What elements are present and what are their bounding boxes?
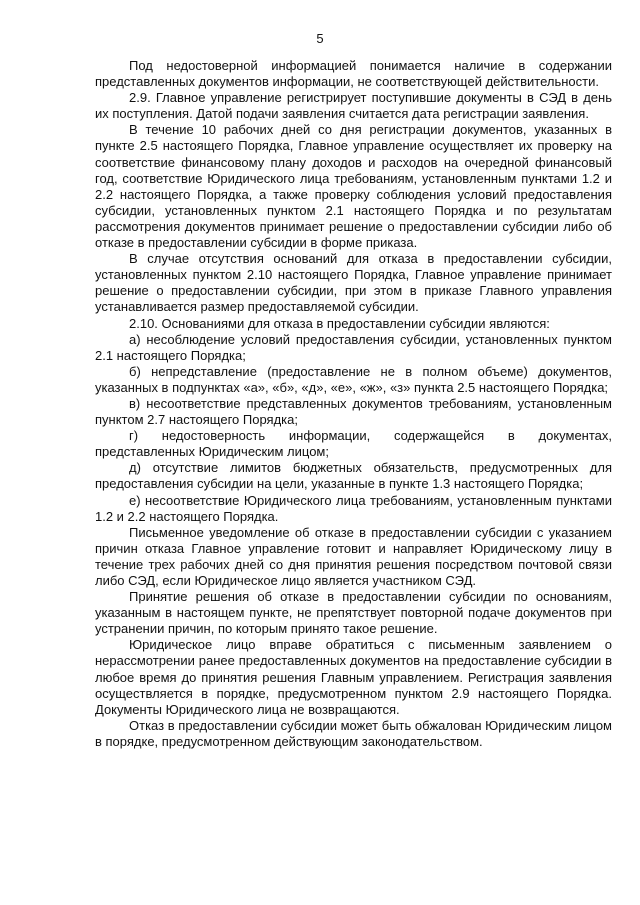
- paragraph-item-a: а) несоблюдение условий предоставления субсидии, установленных пунктом 2.1 настоящего Порядка;: [95, 331, 612, 363]
- document-body: [95, 58, 612, 750]
- paragraph-grant-decision: В случае отсутствия оснований для отказа в предоставлении субсидии, установленных пунктом 2.10 настоящего Порядка, Главное управление принимает решение о предоставлении субсидии, при этом в приказе Главного управления устанавливается размер предоставляемой субсидии.: [95, 251, 612, 315]
- paragraph-item-b: б) непредставление (предоставление не в полном объеме) документов, указанных в подпунктах «а», «б», «д», «е», «ж», «з» пункта 2.5 настоящего Порядка;: [95, 363, 612, 395]
- paragraph-appeal: Отказ в предоставлении субсидии может быть обжалован Юридическим лицом в порядке, предусмотренном действующим законодательством.: [95, 717, 612, 749]
- paragraph-item-g: г) недостоверность информации, содержащейся в документах, представленных Юридическим лицом;: [95, 428, 612, 460]
- paragraph-refusal-notice: Письменное уведомление об отказе в предоставлении субсидии с указанием причин отказа Главное управление готовит и направляет Юридическому лицу в течение трех рабочих дней со дня принятия решения посредством почтовой связи либо СЭД, если Юридическое лицо является участником СЭД.: [95, 524, 612, 588]
- paragraph-item-v: в) несоответствие представленных документов требованиям, установленным пунктом 2.7 настоящего Порядка;: [95, 395, 612, 428]
- paragraph-withdrawal-request: Юридическое лицо вправе обратиться с письменным заявлением о нерассмотрении ранее предоставленных документов на предоставление субсидии в любое время до принятия решения Главным управлением. Регистрация заявления осуществляется в порядке, предусмотренном пунктом 2.9 настоящего Порядка. Документы Юридического лица не возвращаются.: [95, 637, 612, 717]
- paragraph-2-10-refusal-grounds: 2.10. Основаниями для отказа в предоставлении субсидии являются:: [129, 315, 550, 331]
- paragraph-item-d: д) отсутствие лимитов бюджетных обязательств, предусмотренных для предоставления субсидии на цели, указанные в пункте 1.3 настоящего Порядка;: [95, 460, 612, 492]
- page-number: 5: [316, 31, 324, 46]
- paragraph-item-e: е) несоответствие Юридического лица требованиям, установленным пунктами 1.2 и 2.2 настоящего Порядка.: [95, 492, 612, 524]
- paragraph-2-9-registration: 2.9. Главное управление регистрирует поступившие документы в СЭД в день их поступления. Датой подачи заявления считается дата регистрации заявления.: [95, 90, 612, 122]
- paragraph-resubmission: Принятие решения об отказе в предоставлении субсидии по основаниям, указанным в настоящем пункте, не препятствует повторной подаче документов при устранении причин, по которым принято такое решение.: [95, 589, 612, 637]
- paragraph-review-period: В течение 10 рабочих дней со дня регистрации документов, указанных в пункте 2.5 настоящего Порядка, Главное управление осуществляет их проверку на соответствие финансовому плану доходов и расходов на очередной финансовый год, соответствие Юридического лица требованиям, установленным пунктами 1.2 и 2.2 настоящего Порядка, а также проверку соблюдения условий предоставления субсидии, установленных пунктом 2.1 настоящего Порядка и по результатам рассмотрения документов принимает решение о предоставлении субсидии либо об отказе в предоставлении субсидии в форме приказа.: [95, 122, 612, 251]
- paragraph-unreliable-info-definition: Под недостоверной информацией понимается наличие в содержании представленных документов информации, не соответствующей действительности.: [95, 58, 612, 90]
